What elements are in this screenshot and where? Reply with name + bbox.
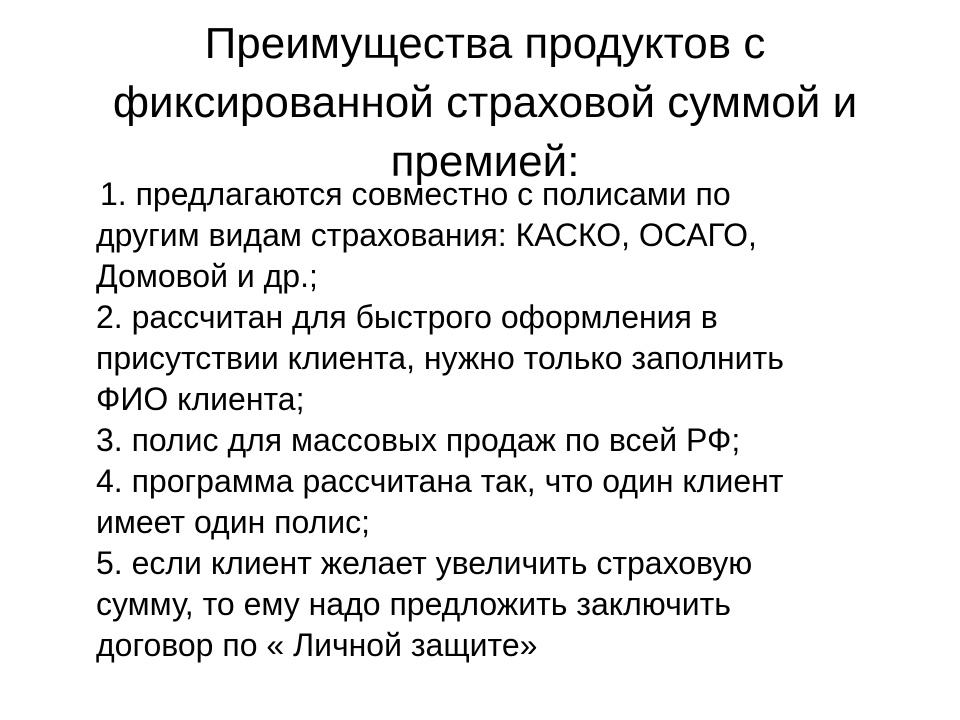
- list-line: 1. предлагаются совместно с полисами по: [100, 176, 731, 212]
- list-line: имеет один полис;: [96, 504, 371, 540]
- list-line: ФИО клиента;: [96, 381, 305, 417]
- list-line: 2. рассчитан для быстрого оформления в: [96, 299, 718, 335]
- list-line: присутствии клиента, нужно только заполнить: [96, 340, 784, 376]
- list-line: договор по « Личной защите»: [96, 627, 538, 663]
- list-line: 3. полис для массовых продаж по всей РФ;: [96, 422, 741, 458]
- list-line: 4. программа рассчитана так, что один клиент: [96, 463, 784, 499]
- title-line: Преимущества продуктов с: [204, 19, 766, 68]
- title-line: фиксированной страховой суммой и: [112, 78, 858, 127]
- slide-title: [60, 14, 910, 191]
- list-line: Домовой и др.;: [96, 258, 318, 294]
- advantages-list: [96, 174, 916, 666]
- list-line: другим видам страхования: КАСКО, ОСАГО,: [96, 217, 757, 253]
- list-line: сумму, то ему надо предложить заключить: [96, 586, 731, 622]
- list-line: 5. если клиент желает увеличить страховую: [96, 545, 753, 581]
- title-line: премией:: [390, 137, 580, 186]
